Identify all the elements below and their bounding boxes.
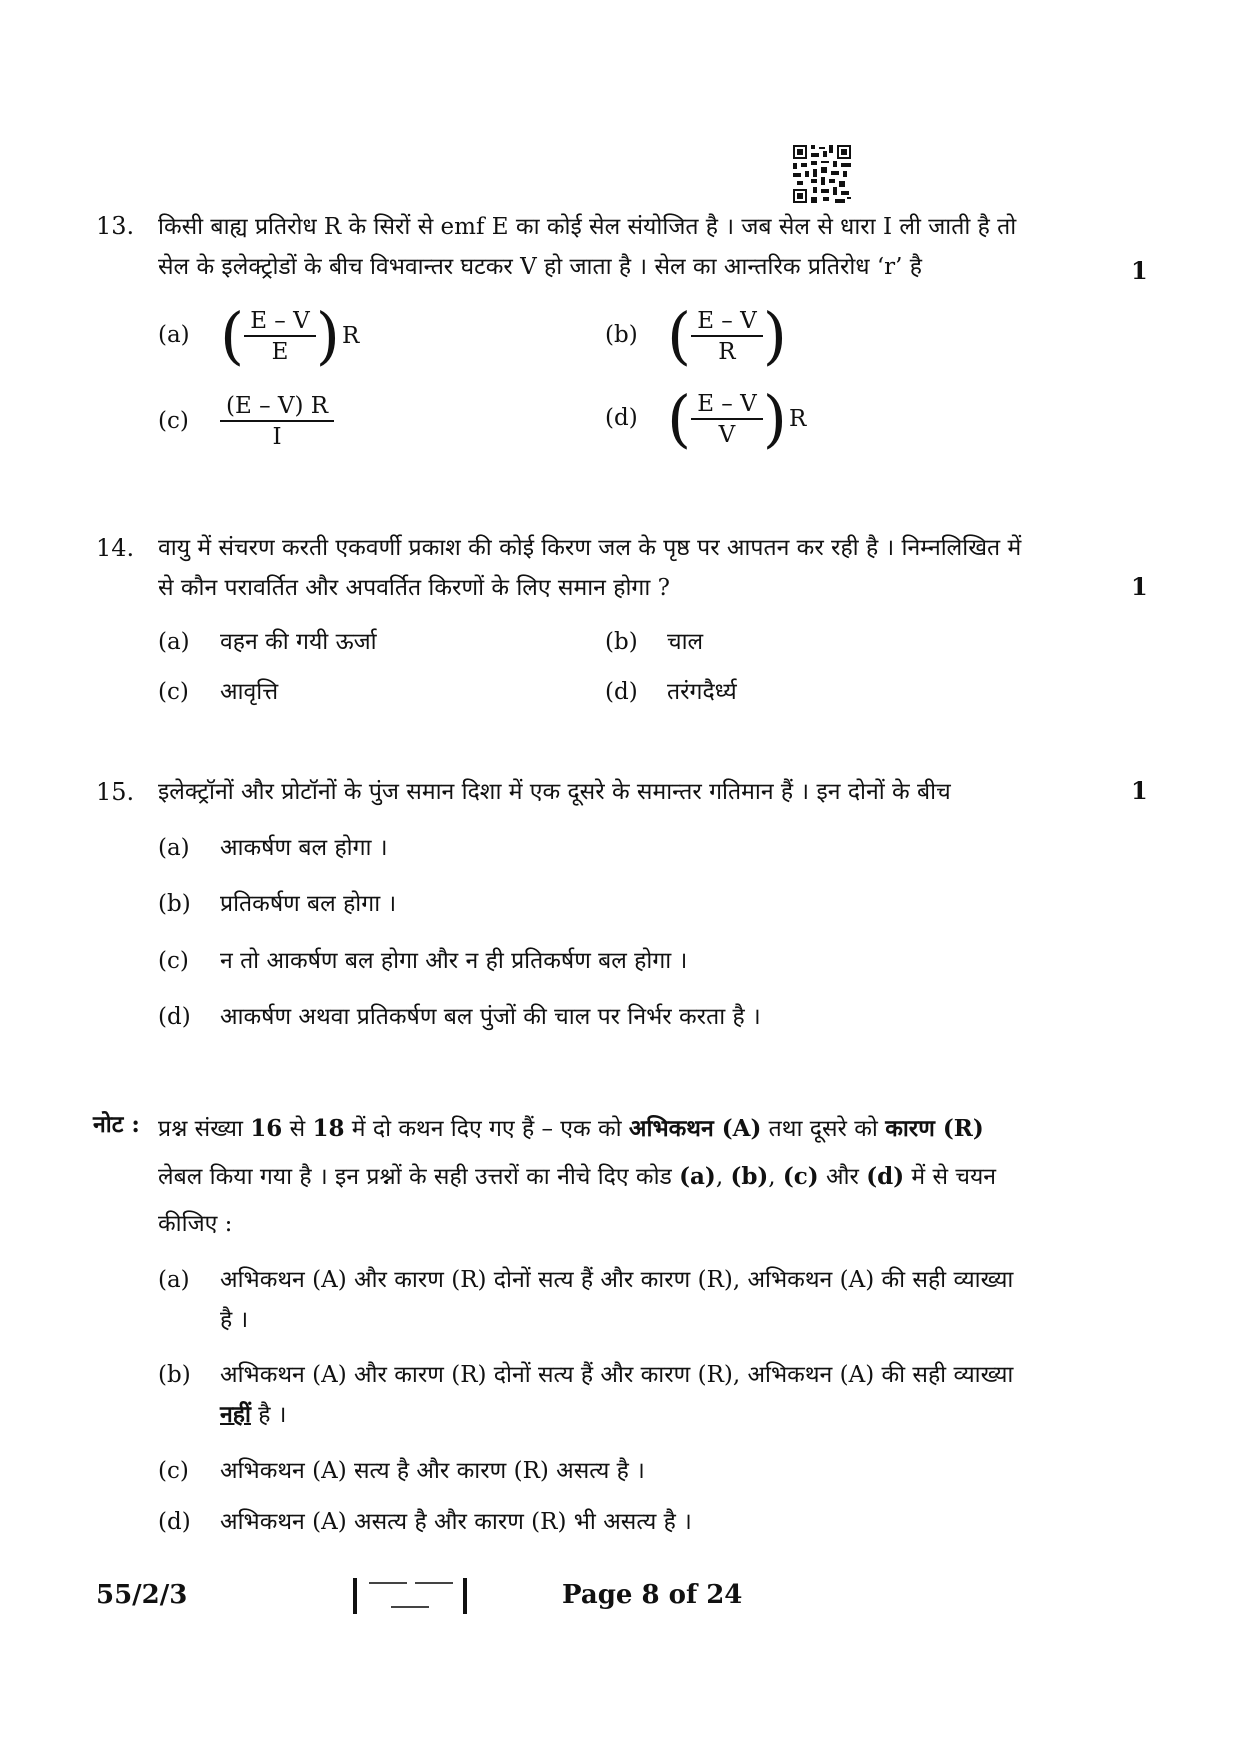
fraction bbox=[691, 391, 763, 448]
note-option-d bbox=[158, 1502, 1148, 1542]
option-label: (b) bbox=[158, 891, 191, 917]
note-option-c bbox=[158, 1451, 1148, 1491]
option-label: (a) bbox=[158, 835, 190, 861]
note-line-1 bbox=[158, 1105, 1148, 1153]
option-label: (a) bbox=[158, 1267, 190, 1293]
right-paren: ) bbox=[762, 299, 787, 372]
numerator: E – V bbox=[244, 308, 316, 337]
question-13-option-c bbox=[158, 393, 334, 450]
note-text-segment: में से चयन bbox=[904, 1164, 997, 1190]
right-paren: ) bbox=[762, 382, 787, 455]
note-text-segment: लेबल किया गया है । इन प्रश्नों के सही उत्तरों का नीचे दिए कोड bbox=[158, 1164, 680, 1190]
denominator: I bbox=[272, 424, 282, 450]
question-15-option-b bbox=[158, 886, 396, 918]
note-text-segment: से bbox=[282, 1116, 313, 1142]
option-label: (d) bbox=[605, 405, 638, 431]
note-code: (b) bbox=[730, 1163, 769, 1190]
option-label: (c) bbox=[158, 679, 189, 705]
question-14-text bbox=[158, 528, 1138, 608]
barcode-mark bbox=[351, 1576, 469, 1616]
option-label: (b) bbox=[605, 322, 638, 348]
option-text: आकर्षण बल होगा । bbox=[220, 835, 388, 861]
multiplier: R bbox=[341, 323, 360, 349]
left-paren: ( bbox=[667, 299, 692, 372]
note-code: (a) bbox=[679, 1163, 716, 1190]
question-13-text bbox=[158, 207, 1138, 287]
option-text: आवृत्ति bbox=[220, 679, 279, 705]
denominator: R bbox=[718, 338, 736, 365]
qr-code bbox=[793, 145, 851, 203]
option-label: (d) bbox=[158, 1509, 191, 1535]
denominator: V bbox=[718, 421, 736, 448]
note-number: 18 bbox=[312, 1115, 345, 1142]
question-13-line-2: सेल के इलेक्ट्रोडों के बीच विभवान्तर घटकर V हो जाता है । सेल का आन्तरिक प्रतिरोध ‘r’ है bbox=[158, 254, 922, 280]
note-option-a bbox=[158, 1260, 1148, 1340]
emphasis-not: नहीं bbox=[220, 1401, 251, 1428]
option-label: (c) bbox=[158, 948, 189, 974]
page-number: Page 8 of 24 bbox=[562, 1580, 743, 1610]
note-text bbox=[158, 1105, 1148, 1248]
option-label: (d) bbox=[605, 679, 638, 705]
question-13-line-1: किसी बाह्य प्रतिरोध R के सिरों से emf E का कोई सेल संयोजित है । जब सेल से धारा I ली जाती है तो bbox=[158, 214, 1017, 240]
question-15-option-a bbox=[158, 830, 388, 862]
question-15-option-d bbox=[158, 999, 761, 1031]
question-13-option-a bbox=[158, 299, 360, 372]
note-code: (c) bbox=[782, 1163, 819, 1190]
option-label: (d) bbox=[158, 1004, 191, 1030]
option-text-continued: है । bbox=[220, 1307, 249, 1333]
question-13-marks: 1 bbox=[1131, 256, 1148, 285]
denominator: E bbox=[271, 338, 289, 365]
note-code: (d) bbox=[866, 1163, 905, 1190]
question-13-option-b bbox=[605, 299, 787, 372]
question-15-number: 15. bbox=[96, 778, 135, 806]
option-label: (a) bbox=[158, 629, 190, 655]
note-line-2 bbox=[158, 1153, 1148, 1201]
option-text: चाल bbox=[667, 629, 704, 655]
note-text-segment: और bbox=[818, 1164, 867, 1190]
option-text: अभिकथन (A) और कारण (R) दोनों सत्य हैं और कारण (R), अभिकथन (A) की सही व्याख्या bbox=[220, 1267, 1014, 1293]
question-14-option-b bbox=[605, 624, 703, 656]
note-text-segment: प्रश्न संख्या bbox=[158, 1116, 251, 1142]
question-14-line-1: वायु में संचरण करती एकवर्णी प्रकाश की कोई किरण जल के पृष्ठ पर आपतन कर रही है । निम्नलिखित में bbox=[158, 535, 1022, 561]
question-14-marks: 1 bbox=[1131, 572, 1148, 601]
option-text-segment: है । bbox=[250, 1402, 287, 1428]
option-text: अभिकथन (A) असत्य है और कारण (R) भी असत्य है । bbox=[220, 1509, 692, 1535]
option-text: अभिकथन (A) और कारण (R) दोनों सत्य हैं और कारण (R), अभिकथन (A) की सही व्याख्या bbox=[220, 1362, 1014, 1388]
question-15-line-1: इलेक्ट्रॉनों और प्रोटॉनों के पुंज समान दिशा में एक दूसरे के समान्तर गतिमान हैं । इन दोनों के बीच bbox=[158, 779, 951, 805]
option-text: अभिकथन (A) सत्य है और कारण (R) असत्य है । bbox=[220, 1458, 645, 1484]
note-text-segment: , bbox=[715, 1164, 731, 1190]
note-term-reason: कारण (R) bbox=[885, 1115, 984, 1142]
question-14-option-a bbox=[158, 624, 377, 656]
note-option-b bbox=[158, 1355, 1148, 1435]
fraction bbox=[691, 308, 763, 365]
left-paren: ( bbox=[220, 299, 245, 372]
note-number: 16 bbox=[250, 1115, 283, 1142]
question-15-marks: 1 bbox=[1131, 776, 1148, 805]
numerator: (E – V) R bbox=[220, 393, 334, 422]
left-paren: ( bbox=[667, 382, 692, 455]
note-text-segment: में दो कथन दिए गए हैं – एक को bbox=[344, 1116, 629, 1142]
option-text: वहन की गयी ऊर्जा bbox=[220, 629, 377, 655]
option-text-continued bbox=[158, 1395, 1148, 1435]
note-label: नोट : bbox=[93, 1111, 140, 1138]
option-label: (b) bbox=[158, 1362, 191, 1388]
option-text: प्रतिकर्षण बल होगा । bbox=[220, 891, 397, 917]
question-13-number: 13. bbox=[96, 212, 135, 240]
option-text: आकर्षण अथवा प्रतिकर्षण बल पुंजों की चाल पर निर्भर करता है । bbox=[220, 1004, 761, 1030]
note-text-segment: , bbox=[768, 1164, 783, 1190]
note-line-3: कीजिए : bbox=[158, 1211, 233, 1237]
paper-code: 55/2/3 bbox=[96, 1580, 188, 1610]
right-paren: ) bbox=[315, 299, 340, 372]
option-label: (c) bbox=[158, 407, 189, 434]
note-text-segment: तथा दूसरे को bbox=[761, 1116, 886, 1142]
multiplier: R bbox=[788, 406, 807, 432]
numerator: E – V bbox=[691, 308, 763, 337]
numerator: E – V bbox=[691, 391, 763, 420]
question-14-line-2: से कौन परावर्तित और अपवर्तित किरणों के लिए समान होगा ? bbox=[158, 575, 670, 601]
option-label: (a) bbox=[158, 322, 190, 348]
question-13-option-d bbox=[605, 382, 807, 455]
question-14-number: 14. bbox=[96, 534, 135, 562]
question-14-option-c bbox=[158, 674, 278, 706]
option-text: तरंगदैर्ध्य bbox=[667, 679, 737, 705]
fraction bbox=[244, 308, 316, 365]
option-label: (c) bbox=[158, 1458, 189, 1484]
option-label: (b) bbox=[605, 629, 638, 655]
fraction bbox=[220, 393, 334, 450]
question-15-option-c bbox=[158, 943, 687, 975]
option-text: न तो आकर्षण बल होगा और न ही प्रतिकर्षण बल होगा । bbox=[220, 948, 688, 974]
note-term-assertion: अभिकथन (A) bbox=[628, 1115, 762, 1142]
question-14-option-d bbox=[605, 674, 737, 706]
